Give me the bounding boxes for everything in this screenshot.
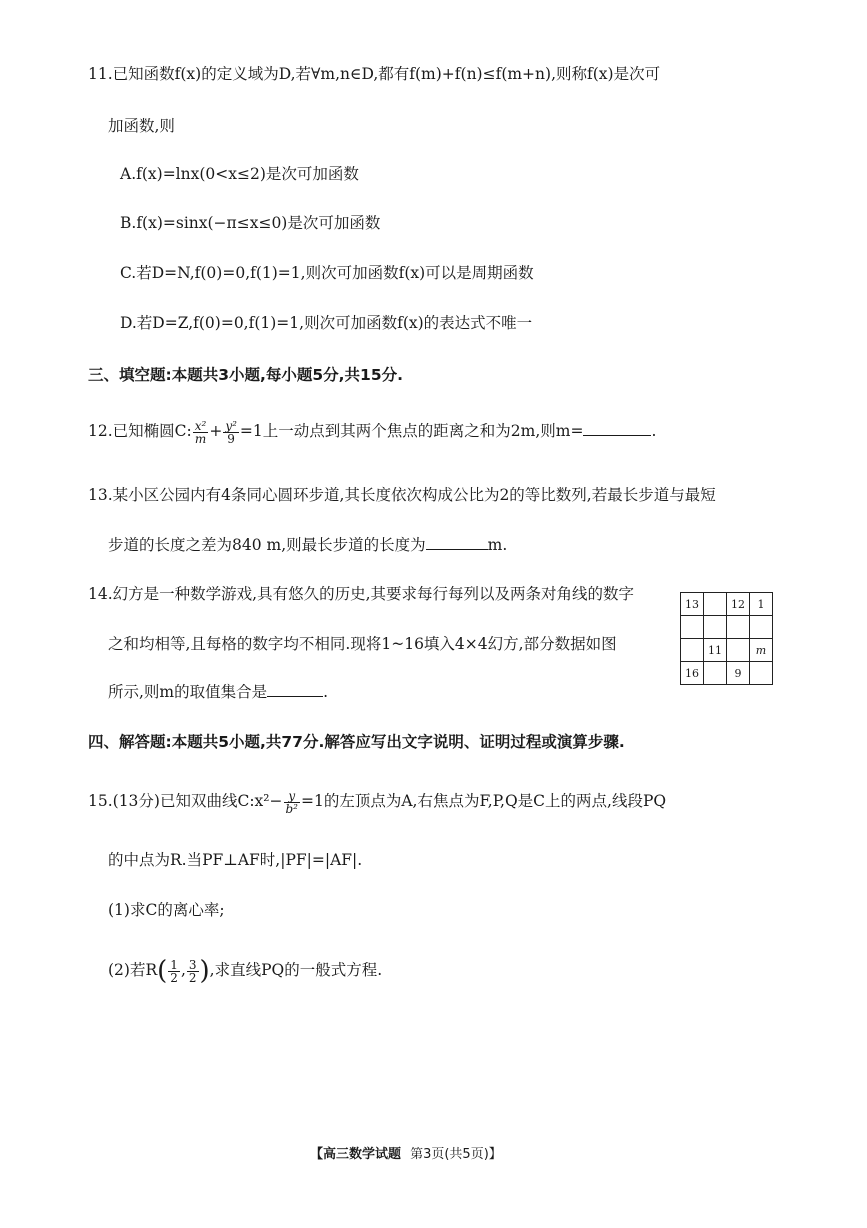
- r-comma: ,: [180, 961, 186, 979]
- magic-cell: [704, 616, 727, 639]
- q14-end: .: [323, 683, 329, 701]
- q12-prefix: 12.已知椭圆C:: [88, 422, 192, 440]
- r-x-fraction: [168, 959, 180, 984]
- magic-cell: [704, 593, 727, 616]
- page-footer: [310, 1143, 502, 1162]
- section-4-heading: 四、解答题:本题共5小题,共77分.解答应写出文字说明、证明过程或演算步骤.: [88, 733, 625, 751]
- q12-end: .: [651, 422, 657, 440]
- q12-frac2-num: y²: [225, 418, 237, 433]
- magic-cell: [727, 639, 750, 662]
- r-frac1-den: 2: [170, 970, 178, 985]
- magic-cell: [681, 639, 704, 662]
- magic-square-row: [681, 616, 773, 639]
- magic-square-row: [681, 662, 773, 685]
- footer-page-number: 第3页(共5页)】: [410, 1147, 502, 1162]
- q12: [88, 412, 656, 450]
- magic-square-row: [681, 639, 773, 662]
- magic-cell: 13: [681, 593, 704, 616]
- q14-line2: 之和均相等,且每格的数字均不相同.现将1~16填入4×4幻方,部分数据如图: [108, 635, 617, 653]
- q14-line3: [108, 680, 328, 702]
- q12-frac1-den: m: [194, 431, 207, 446]
- magic-cell: [750, 616, 773, 639]
- left-paren: (: [157, 956, 168, 986]
- magic-cell: 1: [750, 593, 773, 616]
- q11-option-b: B.f(x)=sinx(−π≤x≤0)是次可加函数: [120, 214, 381, 232]
- q15-frac-den: b²: [285, 801, 298, 816]
- q15-line2: 的中点为R.当PF⊥AF时,|PF|=|AF|.: [108, 851, 363, 869]
- q13-unit: m.: [487, 536, 508, 554]
- q15-part2-prefix: (2)若R: [108, 961, 158, 979]
- section-3-heading: 三、填空题:本题共3小题,每小题5分,共15分.: [88, 366, 404, 384]
- magic-cell: [750, 662, 773, 685]
- magic-cell: [727, 616, 750, 639]
- q14-line3-text: 所示,则m的取值集合是: [108, 683, 268, 701]
- q12-suffix: =1上一动点到其两个焦点的距离之和为2m,则m=: [239, 422, 584, 440]
- q11-option-a: A.f(x)=lnx(0<x≤2)是次可加函数: [120, 165, 359, 183]
- q15-part1: (1)求C的离心率;: [108, 901, 225, 919]
- q12-frac1-num: x²: [194, 418, 207, 433]
- q11-option-d: D.若D=Z,f(0)=0,f(1)=1,则次可加函数f(x)的表达式不唯一: [120, 314, 533, 332]
- q12-answer-blank[interactable]: [583, 421, 651, 436]
- q13-line2-text: 步道的长度之差为840 m,则最长步道的长度为: [108, 536, 426, 554]
- magic-cell: 11: [704, 639, 727, 662]
- magic-cell: 16: [681, 662, 704, 685]
- q15-prefix: 15.(13分)已知双曲线C:x²−: [88, 792, 283, 810]
- magic-cell: [704, 662, 727, 685]
- q14-answer-blank[interactable]: [267, 682, 323, 697]
- footer-title: 【高三数学试题: [310, 1147, 402, 1162]
- q11-line1: 11.已知函数f(x)的定义域为D,若∀m,n∈D,都有f(m)+f(n)≤f(m+n),则称f(x)是次可: [88, 65, 661, 83]
- q15-part2: [108, 950, 382, 990]
- q15-line1: [88, 782, 666, 820]
- r-frac2-den: 2: [188, 970, 197, 985]
- q11-option-c: C.若D=N,f(0)=0,f(1)=1,则次可加函数f(x)可以是周期函数: [120, 264, 534, 282]
- q15-part2-suffix: ,求直线PQ的一般式方程.: [209, 961, 383, 979]
- magic-square-grid: [680, 592, 773, 685]
- magic-cell: [681, 616, 704, 639]
- q12-fraction-x: [193, 420, 209, 445]
- q13-line2: [108, 533, 507, 555]
- r-y-fraction: [187, 959, 199, 984]
- q15-suffix: =1的左顶点为A,右焦点为F,P,Q是C上的两点,线段PQ: [301, 792, 667, 810]
- q15-frac-num: y: [284, 790, 301, 803]
- magic-cell: 12: [727, 593, 750, 616]
- magic-cell: 9: [727, 662, 750, 685]
- r-frac2-num: 3: [188, 957, 197, 972]
- right-paren: ): [199, 956, 210, 986]
- q12-frac2-den: 9: [227, 431, 235, 446]
- q12-plus: +: [209, 422, 223, 440]
- q13-line1: 13.某小区公园内有4条同心圆环步道,其长度依次构成公比为2的等比数列,若最长步道与最短: [88, 486, 716, 504]
- magic-cell: m: [750, 639, 773, 662]
- q13-answer-blank[interactable]: [426, 535, 488, 550]
- magic-square-row: [681, 593, 773, 616]
- q15-fraction: [284, 790, 301, 815]
- q14-line1: 14.幻方是一种数学游戏,具有悠久的历史,其要求每行每列以及两条对角线的数字: [88, 585, 635, 603]
- q12-fraction-y: [223, 420, 239, 445]
- r-frac1-num: 1: [170, 957, 178, 972]
- q11-line2: 加函数,则: [108, 117, 175, 135]
